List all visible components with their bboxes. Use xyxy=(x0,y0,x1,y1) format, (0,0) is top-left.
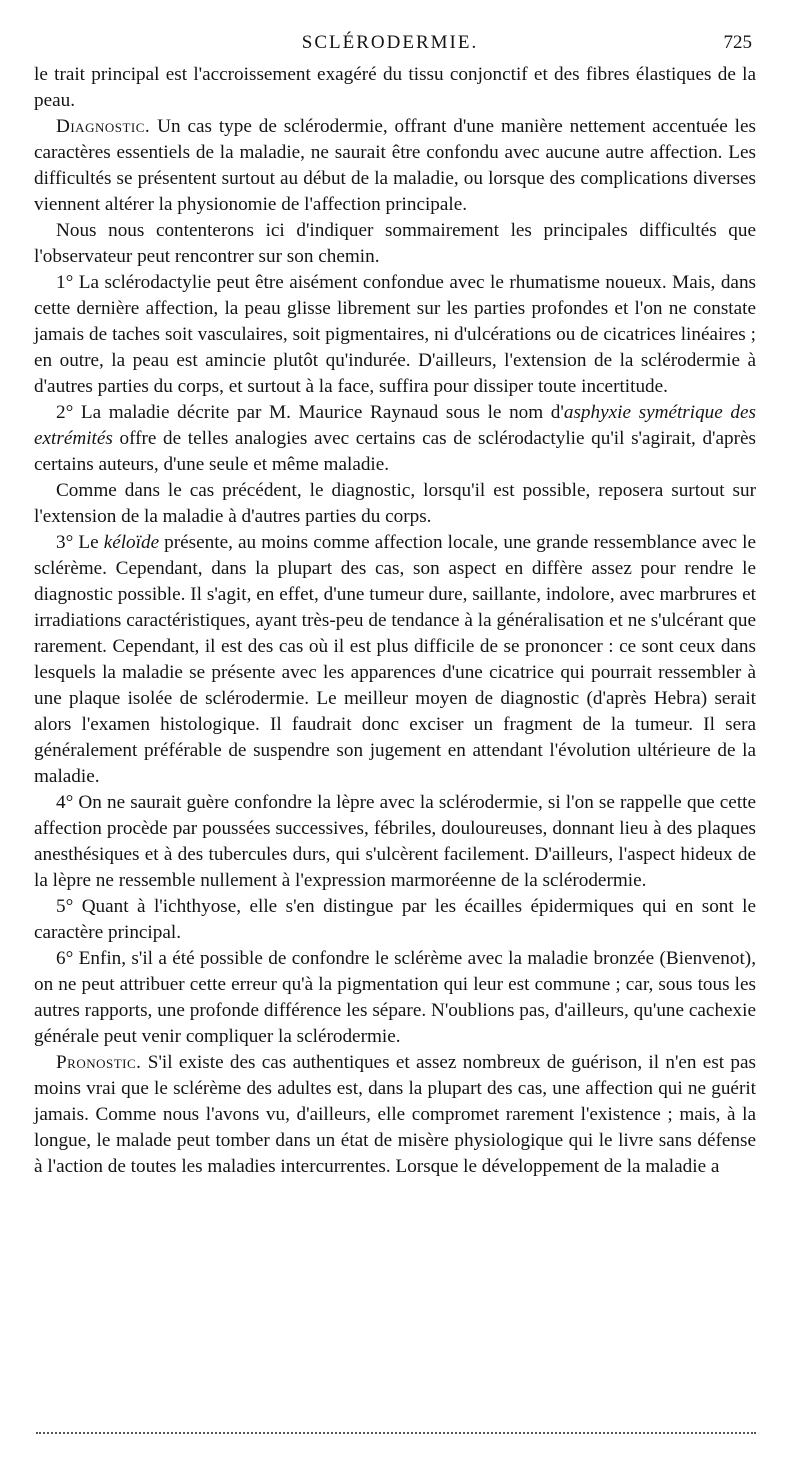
paragraph-comparison: Comme dans le cas précédent, le diagnostic, lorsqu'il est possible, reposera surtout sur l'extension de la maladie à d'autres parties du corps. xyxy=(34,480,756,527)
paragraph-prognostic xyxy=(34,1050,756,1180)
paragraph-text: offre de telles analogies avec certains cas de sclérodactylie qu'il s'agirait, d'après certains auteurs, d'une seule et même maladie. xyxy=(34,428,756,475)
paragraph-diagnostic xyxy=(34,114,756,218)
paragraph-intro: Nous nous contenterons ici d'indiquer sommairement les principales difficultés que l'observateur peut rencontrer sur son chemin. xyxy=(34,220,756,267)
section-label-prognostic: Pronostic. xyxy=(56,1052,142,1073)
paragraph-item-5: 5° Quant à l'ichthyose, elle s'en distingue par les écailles épidermiques qui en sont le caractère principal. xyxy=(34,896,756,943)
running-head xyxy=(0,30,800,56)
page-number: 725 xyxy=(723,32,752,53)
paragraph-text: présente, au moins comme affection locale, une grande ressemblance avec le sclérème. Cependant, dans la plupart des cas, son aspect en diffère assez pour rendre le diagnostic possible. Il s'agit, en effet, d'une tumeur dure, saillante, indolore, avec marbrures et irradiations caractéristiques, ayant très-peu de tendance à la généralisation et ne s'ulcérant que rarement. Cependant, il est des cas où il est plus difficile de se prononcer : ce sont ceux dans lesquels la maladie se présente avec les apparences d'une cicatrice qui pourrait ressembler à une plaque isolée de sclérodermie. Le meilleur moyen de diagnostic (d'après Hebra) serait alors l'examen histologique. Il faudrait donc exciser un fragment de la tumeur. Il sera généralement préférable de suspendre son jugement en attendant l'évolution ultérieure de la maladie. xyxy=(34,532,756,787)
paragraph-item-4: 4° On ne saurait guère confondre la lèpre avec la sclérodermie, si l'on se rappelle que cette affection procède par poussées successives, fébriles, douloureuses, donnant lieu à des plaques anesthésiques et à des tubercules durs, qui s'ulcèrent facilement. D'ailleurs, l'aspect hideux de la lèpre ne ressemble nullement à l'expression marmoréenne de la sclérodermie. xyxy=(34,792,756,891)
italic-term: asphyxie symétrique des extrémités xyxy=(34,402,756,449)
paragraph-continuation: le trait principal est l'accroissement exagéré du tissu conjonctif et des fibres élastiques de la peau. xyxy=(34,64,756,111)
paragraph-text: 3° Le xyxy=(56,532,104,553)
section-label-diagnostic: Diagnostic. xyxy=(56,116,151,137)
paragraph-item-1: 1° La sclérodactylie peut être aisément confondue avec le rhumatisme noueux. Mais, dans cette dernière affection, la peau glisse librement sur les parties profondes et l'on ne constate jamais de taches soit vasculaires, soit pigmentaires, ni d'ulcérations ou de cicatrices linéaires ; en outre, la peau est amincie plutôt qu'indurée. D'ailleurs, l'extension de la sclérodermie à d'autres parties du corps, et surtout à la face, suffira pour dissiper toute incertitude. xyxy=(34,272,756,397)
running-title: SCLÉRODERMIE. xyxy=(301,32,479,53)
paragraph-text: Un cas type de sclérodermie, offrant d'une manière nettement accentuée les caractères essentiels de la maladie, ne saurait être confondu avec aucune autre affection. Les difficultés se présentent surtout au début de la maladie, ou lorsque des complications diverses viennent altérer la physionomie de l'affection principale. xyxy=(34,116,756,215)
body-text xyxy=(34,62,756,1180)
paragraph-item-6: 6° Enfin, s'il a été possible de confondre le sclérème avec la maladie bronzée (Bienvenot), on ne peut attribuer cette erreur qu'à la pigmentation qui leur est commune ; car, sous tous les autres rapports, une profonde différence les sépare. N'oublions pas, d'ailleurs, qu'une cachexie générale peut venir compliquer la sclérodermie. xyxy=(34,948,756,1047)
paragraph-text: S'il existe des cas authentiques et assez nombreux de guérison, il n'en est pas moins vrai que le sclérème des adultes est, dans la plupart des cas, une affection qui ne guérit jamais. Comme nous l'avons vu, d'ailleurs, elle compromet rarement l'existence ; mais, à la longue, le malade peut tomber dans un état de misère physiologique qui le livre sans défense à l'action de toutes les maladies intercurrentes. Lorsque le développement de la maladie a xyxy=(34,1052,756,1177)
paragraph-item-3 xyxy=(34,530,756,790)
footer-dotted-rule xyxy=(36,1432,756,1434)
paragraph-item-2 xyxy=(34,400,756,478)
italic-term: kéloïde xyxy=(103,532,160,553)
paragraph-text: 2° La maladie décrite par M. Maurice Raynaud sous le nom d' xyxy=(56,402,564,423)
